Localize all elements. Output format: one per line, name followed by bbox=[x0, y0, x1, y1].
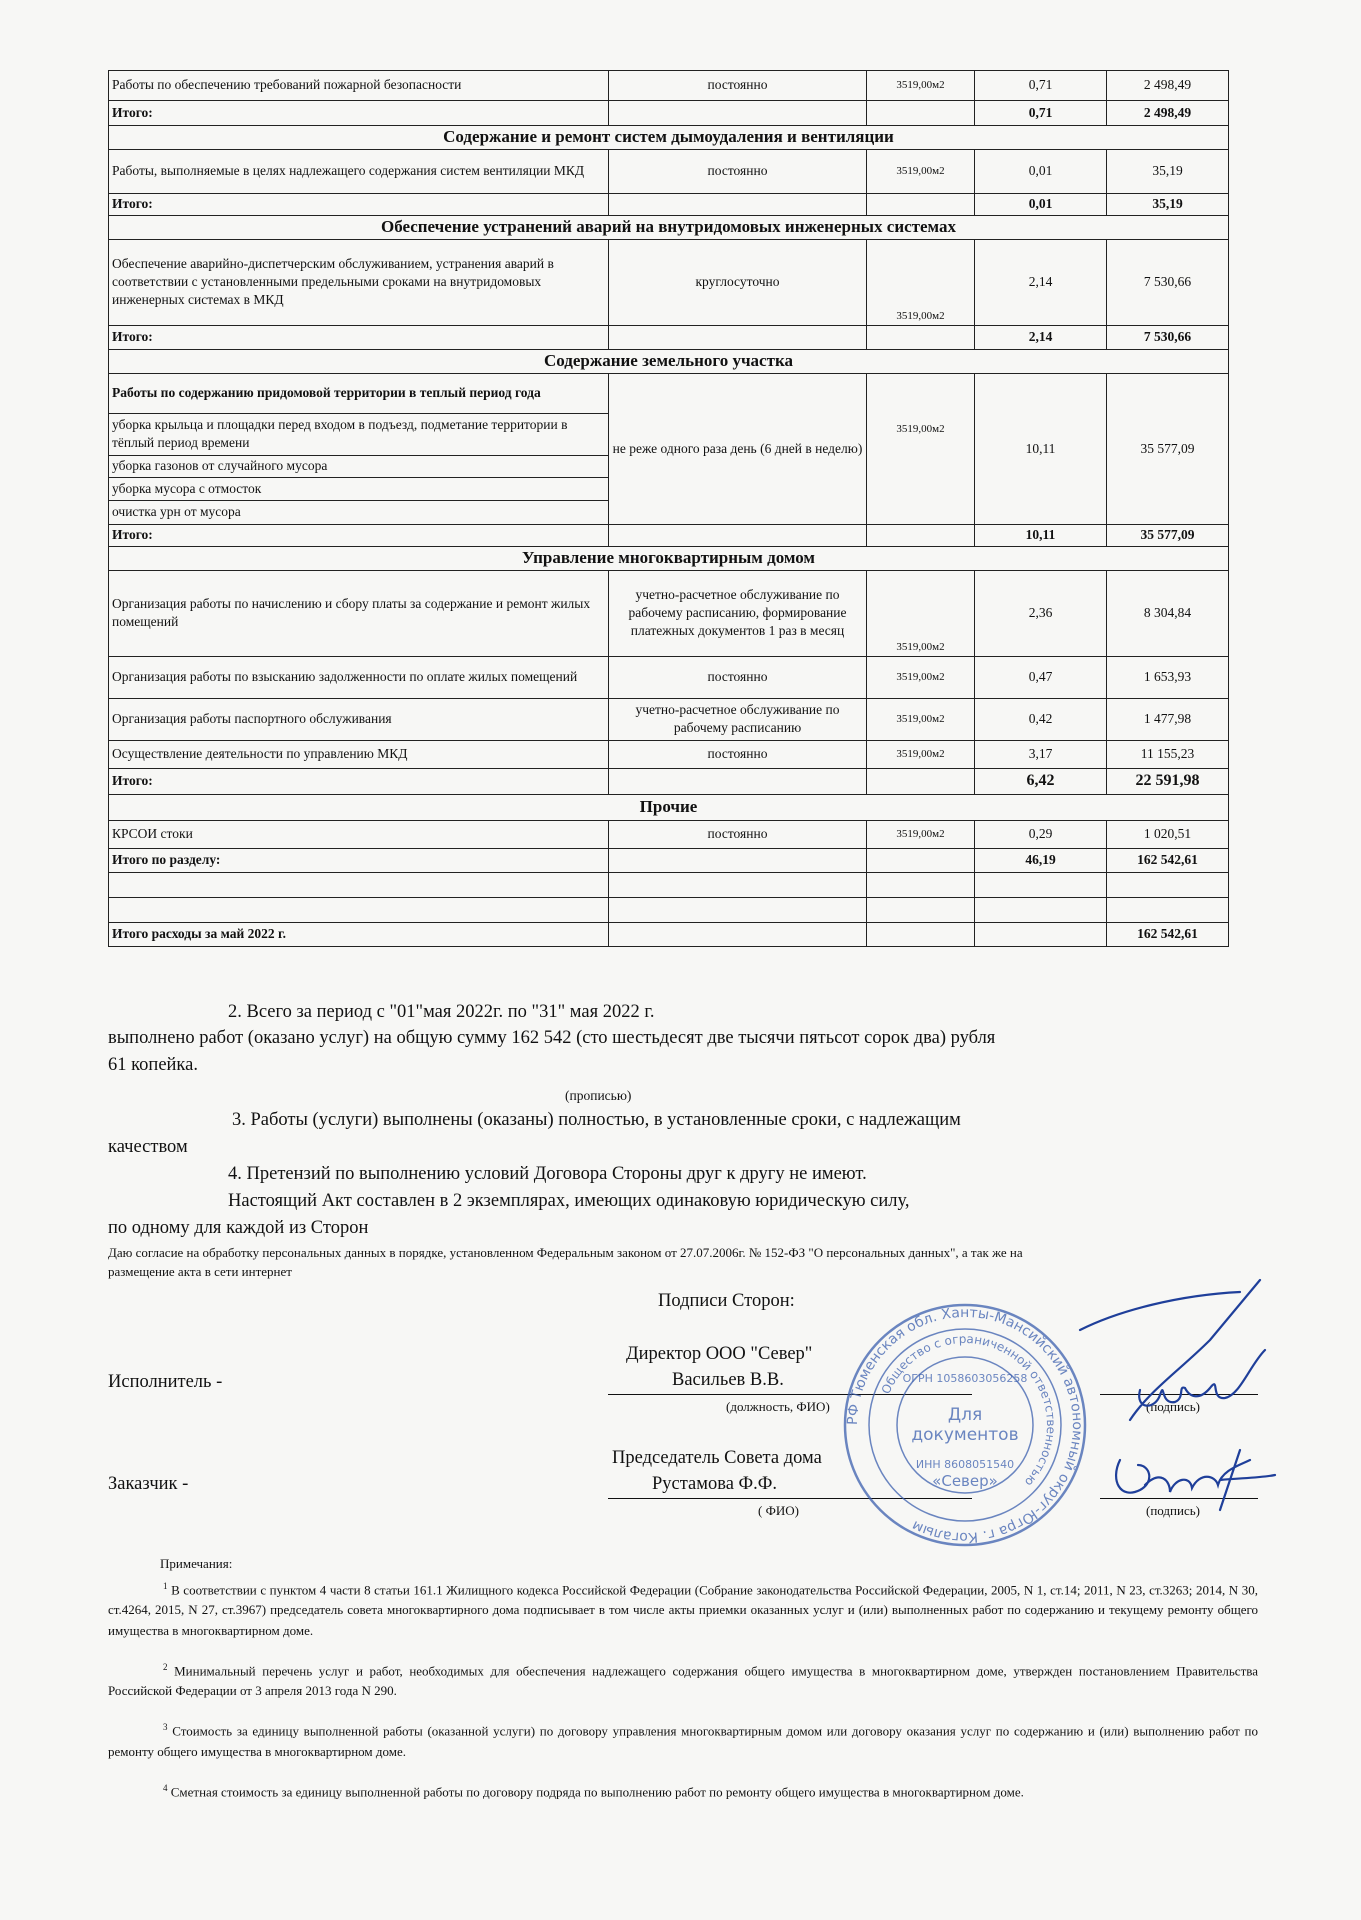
work-area: 3519,00м2 bbox=[867, 820, 975, 848]
work-area: 3519,00м2 bbox=[867, 698, 975, 740]
executor-caption: (должность, ФИО) bbox=[726, 1399, 830, 1414]
work-area: 3519,00м2 bbox=[867, 570, 975, 656]
note-text: Сметная стоимость за единицу выполненной работы по договору подряда по выполнению работ по ремонту общего имущества в многоквартирном доме. bbox=[170, 1784, 1024, 1800]
work-sum: 1 020,51 bbox=[1107, 820, 1229, 848]
note-number: 3 bbox=[163, 1722, 168, 1733]
work-rate: 2,14 bbox=[975, 239, 1107, 325]
land-item: уборка крыльца и площадки перед входом в подъезд, подметание территории в тёплый период времени bbox=[109, 413, 609, 455]
land-item: Работы по содержанию придомовой территории в теплый период года bbox=[109, 373, 609, 413]
total-sum: 162 542,61 bbox=[1107, 848, 1229, 872]
land-item: уборка газонов от случайного мусора bbox=[109, 455, 609, 477]
section-title: Содержание и ремонт систем дымоудаления и вентиляции bbox=[109, 126, 1229, 150]
section-row bbox=[109, 349, 1229, 373]
work-frequency: постоянно bbox=[609, 71, 867, 101]
section-title: Прочие bbox=[109, 794, 1229, 820]
grand-total-row bbox=[109, 922, 1229, 946]
total-label: Итого: bbox=[109, 768, 609, 794]
work-area: 3519,00м2 bbox=[867, 71, 975, 101]
land-item: уборка мусора с отмосток bbox=[109, 477, 609, 500]
empty-row bbox=[109, 872, 1229, 897]
customer-sign-caption: (подпись) bbox=[1146, 1503, 1200, 1518]
work-sum: 7 530,66 bbox=[1107, 239, 1229, 325]
total-label: Итого: bbox=[109, 193, 609, 215]
note-text: Минимальный перечень услуг и работ, необходимых для обеспечения надлежащего содержания общего имущества в многоквартирном доме, утвержден постановлением Правительства Российской Федерации от 3 апреля 2013 года N 290. bbox=[108, 1663, 1258, 1699]
table-row bbox=[109, 698, 1229, 740]
table-row bbox=[109, 570, 1229, 656]
note-text: Стоимость за единицу выполненной работы (оказанной услуги) по договору управления многоквартирным домом или договору оказания услуг по содержанию и (или) выполнению работ по ремонту общего имущества в многоквартирном доме. bbox=[108, 1723, 1259, 1759]
total-label: Итого: bbox=[109, 101, 609, 126]
land-frequency: не реже одного раза день (6 дней в неделю) bbox=[609, 373, 867, 524]
stamp-center-line1: Для bbox=[947, 1405, 983, 1425]
work-sum: 1 477,98 bbox=[1107, 698, 1229, 740]
section-row bbox=[109, 215, 1229, 239]
stamp-ogrn: ОГРН 1058603056258 bbox=[902, 1372, 1028, 1385]
note-item bbox=[108, 1782, 1258, 1802]
note-item bbox=[108, 1580, 1258, 1641]
total-rate: 46,19 bbox=[975, 848, 1107, 872]
consent-line1: Даю согласие на обработку персональных данных в порядке, установленном Федеральным законом от 27.07.2006г. № 152-ФЗ "О персональных данных", а так же на bbox=[108, 1245, 1023, 1260]
table-row bbox=[109, 239, 1229, 325]
executor-name: Васильев В.В. bbox=[672, 1370, 784, 1390]
work-frequency: постоянно bbox=[609, 149, 867, 193]
customer-signature bbox=[1100, 1430, 1280, 1520]
stamp-inn: ИНН 8608051540 bbox=[915, 1458, 1015, 1471]
table-row bbox=[109, 373, 1229, 413]
stamp-bottom: «Север» bbox=[932, 1472, 998, 1490]
total-sum: 35 577,09 bbox=[1107, 524, 1229, 546]
total-label: Итого: bbox=[109, 524, 609, 546]
work-frequency: круглосуточно bbox=[609, 239, 867, 325]
total-row bbox=[109, 768, 1229, 794]
company-stamp bbox=[840, 1300, 1090, 1550]
note-item bbox=[108, 1721, 1258, 1762]
total-sum: 35,19 bbox=[1107, 193, 1229, 215]
consent-line2: размещение акта в сети интернет bbox=[108, 1264, 292, 1279]
total-rate: 0,71 bbox=[975, 101, 1107, 126]
table-row bbox=[109, 740, 1229, 768]
work-area: 3519,00м2 bbox=[867, 149, 975, 193]
notes-block bbox=[108, 1580, 1258, 1822]
paragraph-2-line2: выполнено работ (оказано услуг) на общую сумму 162 542 (сто шестьдесят две тысячи пятьсот сорок два) рубля bbox=[108, 1028, 996, 1048]
note-number: 4 bbox=[163, 1782, 168, 1793]
executor-signature bbox=[1060, 1270, 1280, 1430]
grand-total-label: Итого расходы за май 2022 г. bbox=[109, 922, 609, 946]
total-sum: 7 530,66 bbox=[1107, 325, 1229, 349]
work-sum: 35,19 bbox=[1107, 149, 1229, 193]
work-rate: 2,36 bbox=[975, 570, 1107, 656]
paragraph-5-line2: по одному для каждой из Сторон bbox=[108, 1218, 369, 1238]
work-name: Осуществление деятельности по управлению МКД bbox=[109, 740, 609, 768]
total-rate: 6,42 bbox=[975, 768, 1107, 794]
work-sum: 2 498,49 bbox=[1107, 71, 1229, 101]
land-rate: 10,11 bbox=[975, 373, 1107, 524]
work-rate: 0,71 bbox=[975, 71, 1107, 101]
work-area: 3519,00м2 bbox=[867, 239, 975, 325]
customer-label: Заказчик - bbox=[108, 1474, 189, 1494]
customer-caption: ( ФИО) bbox=[758, 1503, 799, 1518]
paragraph-2-line1: 2. Всего за период с "01"мая 2022г. по "31" мая 2022 г. bbox=[228, 1002, 655, 1022]
total-row bbox=[109, 325, 1229, 349]
section-title: Управление многоквартирным домом bbox=[109, 546, 1229, 570]
work-sum: 1 653,93 bbox=[1107, 656, 1229, 698]
notes-title: Примечания: bbox=[160, 1556, 233, 1571]
total-row bbox=[109, 101, 1229, 126]
work-frequency: постоянно bbox=[609, 740, 867, 768]
total-sum: 2 498,49 bbox=[1107, 101, 1229, 126]
stamp-center-line2: документов bbox=[911, 1425, 1019, 1445]
section-row bbox=[109, 794, 1229, 820]
land-item: очистка урн от мусора bbox=[109, 500, 609, 524]
work-rate: 0,01 bbox=[975, 149, 1107, 193]
total-rate: 10,11 bbox=[975, 524, 1107, 546]
stamp-outer-text: РФ Тюменская обл. Ханты-Мансийский автономный округ-Югра г. Когалым bbox=[844, 1304, 1086, 1546]
work-frequency: постоянно bbox=[609, 820, 867, 848]
note-number: 2 bbox=[163, 1661, 168, 1672]
work-name: Работы, выполняемые в целях надлежащего содержания систем вентиляции МКД bbox=[109, 149, 609, 193]
note-item bbox=[108, 1661, 1258, 1702]
work-name: Работы по обеспечению требований пожарной безопасности bbox=[109, 71, 609, 101]
land-sum: 35 577,09 bbox=[1107, 373, 1229, 524]
land-area: 3519,00м2 bbox=[867, 373, 975, 524]
paragraph-4: 4. Претензий по выполнению условий Договора Стороны друг к другу не имеют. bbox=[228, 1164, 867, 1184]
customer-name: Рустамова Ф.Ф. bbox=[652, 1474, 778, 1494]
paragraph-3-line2: качеством bbox=[108, 1137, 188, 1157]
total-sum: 22 591,98 bbox=[1107, 768, 1229, 794]
section-title: Обеспечение устранений аварий на внутридомовых инженерных системах bbox=[109, 215, 1229, 239]
work-name: КРСОИ стоки bbox=[109, 820, 609, 848]
total-row bbox=[109, 848, 1229, 872]
total-row bbox=[109, 524, 1229, 546]
total-rate: 0,01 bbox=[975, 193, 1107, 215]
work-area: 3519,00м2 bbox=[867, 740, 975, 768]
work-frequency: учетно-расчетное обслуживание по рабочему расписанию bbox=[609, 698, 867, 740]
total-row bbox=[109, 193, 1229, 215]
total-rate: 2,14 bbox=[975, 325, 1107, 349]
customer-position: Председатель Совета дома bbox=[612, 1448, 822, 1468]
section-row bbox=[109, 126, 1229, 150]
note-number: 1 bbox=[163, 1581, 168, 1591]
table-row bbox=[109, 656, 1229, 698]
work-rate: 0,47 bbox=[975, 656, 1107, 698]
grand-total-sum: 162 542,61 bbox=[1107, 922, 1229, 946]
work-name: Организация работы по взысканию задолженности по оплате жилых помещений bbox=[109, 656, 609, 698]
work-frequency: учетно-расчетное обслуживание по рабочему расписанию, формирование платежных документов 1 раз в месяц bbox=[609, 570, 867, 656]
work-rate: 0,42 bbox=[975, 698, 1107, 740]
empty-row bbox=[109, 897, 1229, 922]
work-rate: 0,29 bbox=[975, 820, 1107, 848]
work-sum: 11 155,23 bbox=[1107, 740, 1229, 768]
executor-label: Исполнитель - bbox=[108, 1372, 223, 1392]
work-sum: 8 304,84 bbox=[1107, 570, 1229, 656]
total-label: Итого по разделу: bbox=[109, 848, 609, 872]
work-name: Обеспечение аварийно-диспетчерским обслуживанием, устранения аварий в соответствии с установленными предельными сроками на внутридомовых инженерных системах в МКД bbox=[109, 239, 609, 325]
note-text: В соответствии с пунктом 4 части 8 статьи 161.1 Жилищного кодекса Российской Федерации (Собрание законодательства Российской Федерации, 2005, N 1, ст.14; 2011, N 23, ст.3263; 2014, N 30, ст.4264, 2015, N 27, ст.3967) председатель совета многоквартирного дома подписывает в том числе акты приемки оказанных услуг и (или) выполненных работ по содержанию и текущему ремонту общего имущества в многоквартирном доме. bbox=[108, 1582, 1258, 1638]
paragraph-2-line3: 61 копейка. bbox=[108, 1055, 198, 1075]
work-rate: 3,17 bbox=[975, 740, 1107, 768]
propisyu-caption: (прописью) bbox=[565, 1088, 632, 1103]
table-row bbox=[109, 820, 1229, 848]
work-area: 3519,00м2 bbox=[867, 656, 975, 698]
works-table bbox=[108, 70, 1229, 947]
executor-sign-caption: (подпись) bbox=[1146, 1399, 1200, 1414]
work-frequency: постоянно bbox=[609, 656, 867, 698]
stamp-inner-text: Общество с ограниченной ответственностью bbox=[878, 1331, 1059, 1490]
executor-position: Директор ООО "Север" bbox=[626, 1344, 813, 1364]
total-label: Итого: bbox=[109, 325, 609, 349]
work-name: Организация работы по начислению и сбору платы за содержание и ремонт жилых помещений bbox=[109, 570, 609, 656]
signatures-heading: Подписи Сторон: bbox=[658, 1291, 795, 1311]
work-name: Организация работы паспортного обслуживания bbox=[109, 698, 609, 740]
table-row bbox=[109, 149, 1229, 193]
section-row bbox=[109, 546, 1229, 570]
table-row bbox=[109, 71, 1229, 101]
section-title: Содержание земельного участка bbox=[109, 349, 1229, 373]
paragraph-5-line1: Настоящий Акт составлен в 2 экземплярах, имеющих одинаковую юридическую силу, bbox=[228, 1191, 910, 1211]
paragraph-3-line1: 3. Работы (услуги) выполнены (оказаны) полностью, в установленные сроки, с надлежащим bbox=[232, 1110, 961, 1130]
